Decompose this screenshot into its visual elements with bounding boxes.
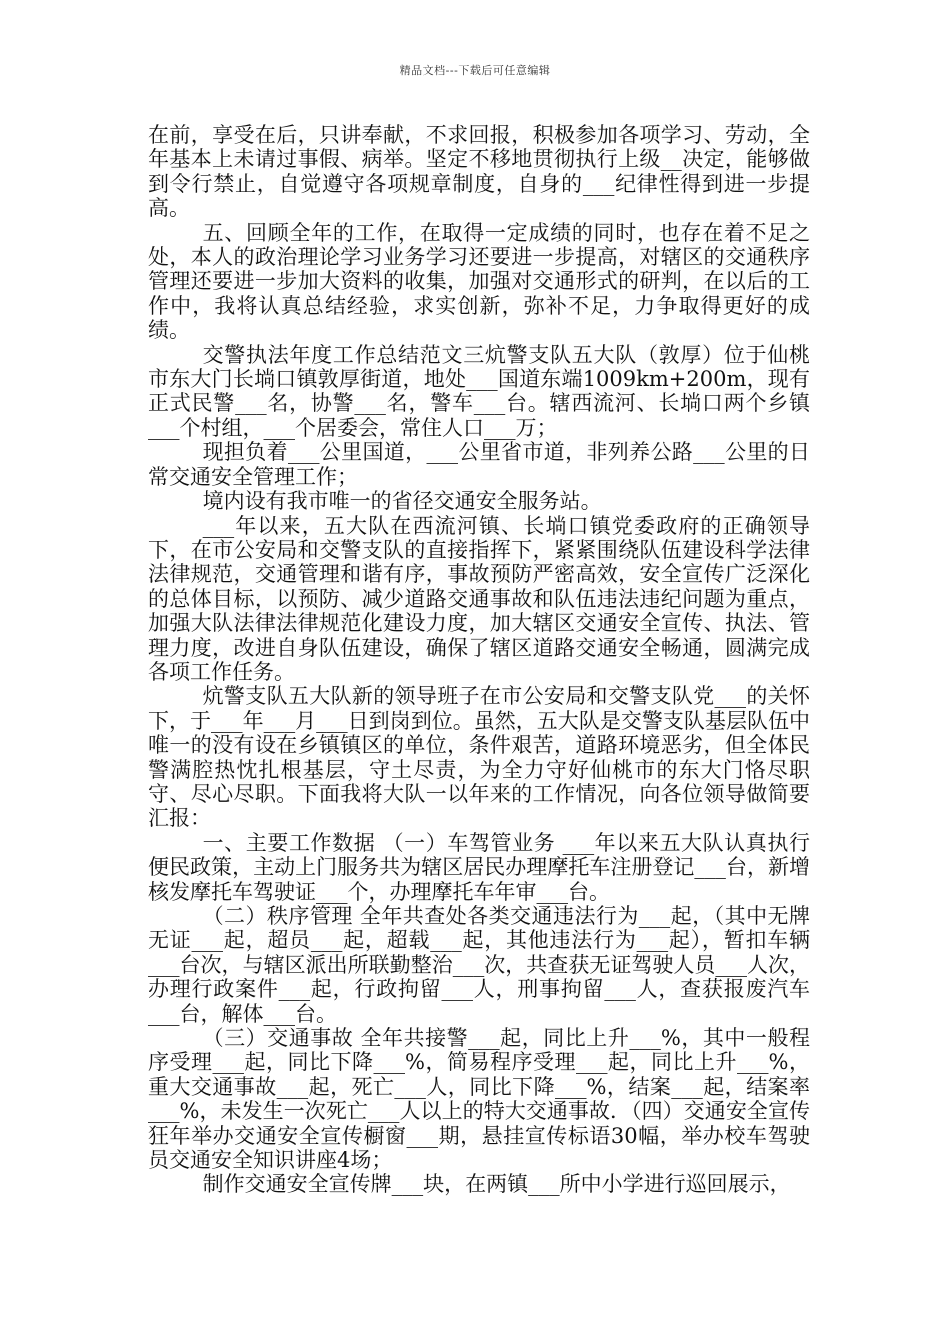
paragraph-6: ___年以来，五大队在西流河镇、长埫口镇党委政府的正确领导下，在市公安局和交警支队的直接指挥下，紧紧围绕队伍建设科学法律法律规范，交通管理和谐有序，事故预防严密高效，安全宣传广泛深化的总体目标，以预防、减少道路交通事故和队伍违法违纪问题为重点，加强大队法律法律规范化建设力度，加大辖区交通安全宣传、执法、管理力度，改进自身队伍建设，确保了辖区道路交通安全畅通，圆满完成各项工作任务。: [148, 513, 810, 684]
paragraph-3: 交警执法年度工作总结范文三炕警支队五大队（敦厚）位于仙桃市东大门长埫口镇敦厚街道，地处___国道东端1009km+200m，现有正式民警___名，协警___名，警车___台。辖西流河、长埫口两个乡镇___个村组，___个居委会，常住人口___万；: [148, 342, 810, 440]
paragraph-8: 一、主要工作数据 （一）车驾管业务 ___年以来五大队认真执行便民政策，主动上门服务共为辖区居民办理摩托车注册登记___台，新增核发摩托车驾驶证___个，办理摩托车年审___台。: [148, 830, 810, 904]
paragraph-4: 现担负着___公里国道，___公里省市道，非列养公路___公里的日常交通安全管理工作；: [148, 440, 810, 489]
paragraph-1: 在前，享受在后，只讲奉献，不求回报，积极参加各项学习、劳动，全年基本上未请过事假、病举。坚定不移地贯彻执行上级__决定，能够做到令行禁止，自觉遵守各项规章制度，自身的___纪律性得到进一步提高。: [148, 123, 810, 221]
document-body: [148, 123, 810, 1197]
paragraph-7: 炕警支队五大队新的领导班子在市公安局和交警支队党___的关怀下，于___年___月___日到岗到位。虽然，五大队是交警支队基层队伍中唯一的没有设在乡镇镇区的单位，条件艰苦，道路环境恶劣，但全体民警满腔热忱扎根基层，守土尽责，为全力守好仙桃市的东大门恪尽职守、尽心尽职。下面我将大队一以年来的工作情况，向各位领导做简要汇报：: [148, 684, 810, 831]
paragraph-11: 制作交通安全宣传牌___块，在两镇___所中小学进行巡回展示，: [202, 1172, 791, 1197]
page-header: 精品文档---下载后可任意编辑: [399, 64, 551, 77]
paragraph-2: 五、回顾全年的工作，在取得一定成绩的同时，也存在着不足之处，本人的政治理论学习业务学习还要进一步提高，对辖区的交通秩序管理还要进一步加大资料的收集，加强对交通形式的研判，在以后的工作中，我将认真总结经验，求实创新，弥补不足，力争取得更好的成绩。: [148, 220, 810, 343]
paragraph-5: 境内设有我市唯一的省径交通安全服务站。: [202, 489, 602, 514]
paragraph-9: （二）秩序管理 全年共查处各类交通违法行为___起，（其中无牌无证___起，超员___起，超载___起，其他违法行为___起），暂扣车辆___台次，与辖区派出所联勤整治___次，共查获无证驾驶人员___人次，办理行政案件___起，行政拘留___人，刑事拘留___人，查获报废汽车___台，解体___台。: [148, 904, 810, 1026]
paragraph-10: （三）交通事故 全年共接警___起，同比上升___%，其中一般程序受理___起，同比下降___%，简易程序受理___起，同比上升___%，重大交通事故___起，死亡___人，同比下降___%，结案___起，结案率___%，未发生一次死亡___人以上的特大交通事故．（四）交通安全宣传 狂年举办交通安全宣传橱窗___期，悬挂宣传标语30幅，举办校车驾驶员交通安全知识讲座4场；: [148, 1026, 810, 1173]
